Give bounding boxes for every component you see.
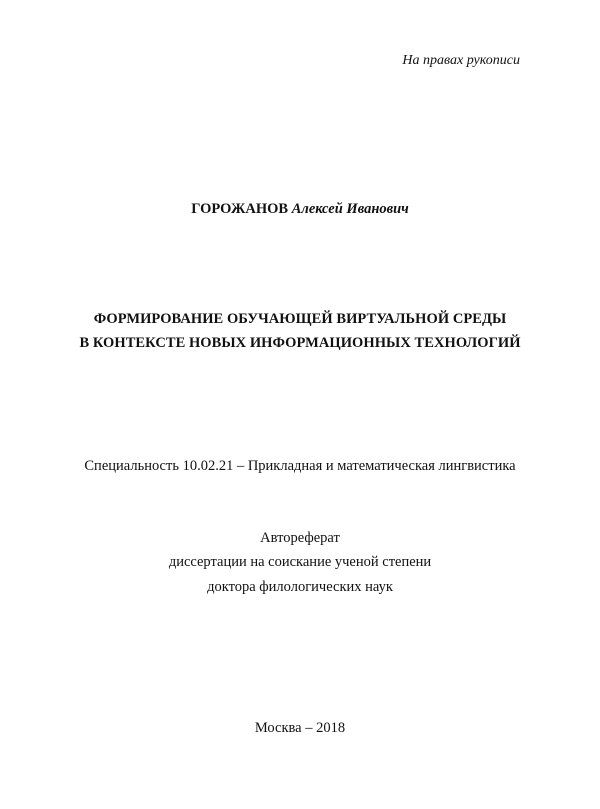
specialty-line: Специальность 10.02.21 – Прикладная и математическая лингвистика bbox=[84, 458, 516, 474]
abstract-degree-line: диссертации на соискание ученой степени bbox=[168, 554, 432, 570]
abstract-field-line: доктора филологических наук bbox=[207, 579, 393, 595]
place-and-year: Москва – 2018 bbox=[254, 720, 346, 736]
dissertation-title-line-1: ФОРМИРОВАНИЕ ОБУЧАЮЩЕЙ ВИРТУАЛЬНОЙ СРЕДЫ bbox=[93, 311, 507, 327]
author-surname: ГОРОЖАНОВ bbox=[191, 201, 289, 217]
manuscript-rights-note: На правах рукописи bbox=[402, 53, 520, 68]
dissertation-title-line-2: В КОНТЕКСТЕ НОВЫХ ИНФОРМАЦИОННЫХ ТЕХНОЛОГИЙ bbox=[79, 335, 521, 351]
author-name bbox=[0, 202, 600, 217]
abstract-label: Автореферат bbox=[260, 530, 340, 546]
author-given-names: Алексей Иванович bbox=[291, 201, 409, 217]
